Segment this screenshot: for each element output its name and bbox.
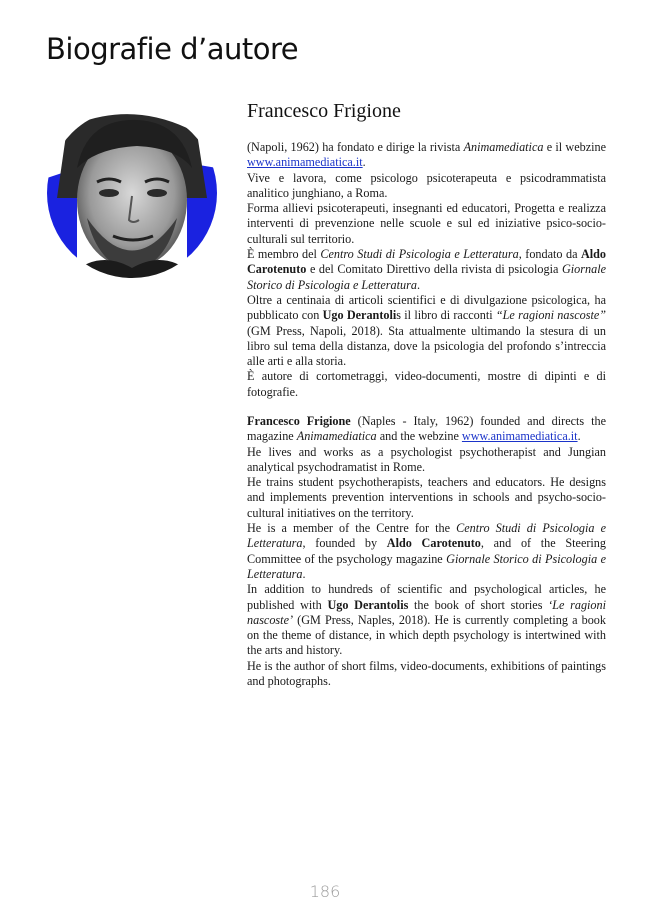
person-name: Francesco Frigione <box>247 414 351 428</box>
text: , founded by <box>302 536 387 551</box>
text: . <box>302 566 306 581</box>
text: the book of short stories <box>408 597 549 612</box>
bio-en-paragraph-4 <box>247 521 606 582</box>
bio-it-paragraph-4 <box>247 247 606 293</box>
text: , and of the Steering Committee of the psychology magazine <box>247 536 606 566</box>
text: s il libro di racconti <box>396 308 496 323</box>
bio-en-paragraph-1 <box>247 414 606 445</box>
bio-it-paragraph-5 <box>247 293 606 369</box>
text: Oltre a centinaia di articoli scientifici e di divulgazione psicologica, ha pubblicato con <box>247 292 606 323</box>
text: . <box>362 155 366 170</box>
bio-it-paragraph-3: Forma allievi psicoterapeuti, insegnanti ed educatori, Progetta e realizza interventi di prevenzione nelle scuole e sul ed iniziative psico-socio-culturali sul territorio. <box>247 201 606 246</box>
biography-italian <box>247 140 606 400</box>
biography-english <box>247 414 606 689</box>
magazine-title: Animamediatica <box>463 140 544 154</box>
section-title: Biografie d’autore <box>46 32 299 66</box>
webzine-link[interactable]: www.animamediatica.it <box>461 429 578 444</box>
person-name: Ugo Derantolis <box>327 597 409 612</box>
author-portrait-image <box>47 108 217 278</box>
webzine-link[interactable]: www.animamediatica.it <box>247 155 363 170</box>
text: (Naples - Italy, 1962) founded and directs the magazine <box>247 414 606 444</box>
text: e del Comitato Direttivo della rivista di psicologia <box>306 262 562 277</box>
person-name: Aldo Carotenuto <box>386 536 481 551</box>
journal-title: Giornale Storico di Psicologia e Letteratura <box>247 551 607 581</box>
text: (GM Press, Napoli, 2018). Sta attualmente ultimando la stesura di un libro sul tema della distanza, dove la psicologia del profondo s’intreccia alle arti e alla storia. <box>247 323 606 369</box>
text: e il webzine <box>543 140 606 154</box>
bio-en-paragraph-6: He is the author of short films, video-documents, exhibitions of paintings and photographs. <box>247 658 606 689</box>
portrait-illustration <box>47 108 217 278</box>
institution-name: Centro Studi di Psicologia e Letteratura <box>320 247 519 262</box>
person-name: Ugo Derantoli <box>322 308 397 323</box>
bio-en-paragraph-3: He trains student psychotherapists, teachers and educators. He designs and implements prevention interventions in schools and psycho-socio-cultural initiatives on the territory. <box>247 475 606 520</box>
page-number: 186 <box>309 882 341 901</box>
text: . <box>416 277 420 292</box>
author-name: Francesco Frigione <box>247 100 401 122</box>
text: . <box>577 429 581 444</box>
book-title: ‘Le ragioni nascoste’ <box>247 597 606 627</box>
text: He is a member of the Centre for the <box>247 521 457 536</box>
text: È membro del <box>247 247 321 262</box>
journal-title: Giornale Storico di Psicologia e Letteratura <box>247 262 606 292</box>
text: , fondato da <box>518 247 581 262</box>
institution-name: Centro Studi di Psicologia e Letteratura <box>247 521 606 551</box>
text: (Napoli, 1962) ha fondato e dirige la rivista <box>247 140 464 154</box>
bio-it-paragraph-6: È autore di cortometraggi, video-documenti, mostre di dipinti e di fotografie. <box>247 369 606 399</box>
bio-it-paragraph-1 <box>247 140 606 171</box>
book-title: “Le ragioni nascoste” <box>495 308 607 323</box>
magazine-title: Animamediatica <box>296 429 377 444</box>
bio-it-paragraph-2: Vive e lavora, come psicologo psicoterapeuta e psicodrammatista analitico junghiano, a Roma. <box>247 170 606 200</box>
person-name: Aldo Carotenuto <box>247 247 607 277</box>
bio-en-paragraph-5 <box>247 582 606 658</box>
bio-en-paragraph-2: He lives and works as a psychologist psychotherapist and Jungian analytical psychodramatist in Rome. <box>247 444 606 474</box>
text: and the webzine <box>376 429 462 444</box>
text: In addition to hundreds of scientific and psychological articles, he published with <box>247 582 606 612</box>
text: (GM Press, Naples, 2018). He is currently completing a book on the theme of distance, in which depth psychology is intertwined with the arts and history. <box>247 612 606 658</box>
